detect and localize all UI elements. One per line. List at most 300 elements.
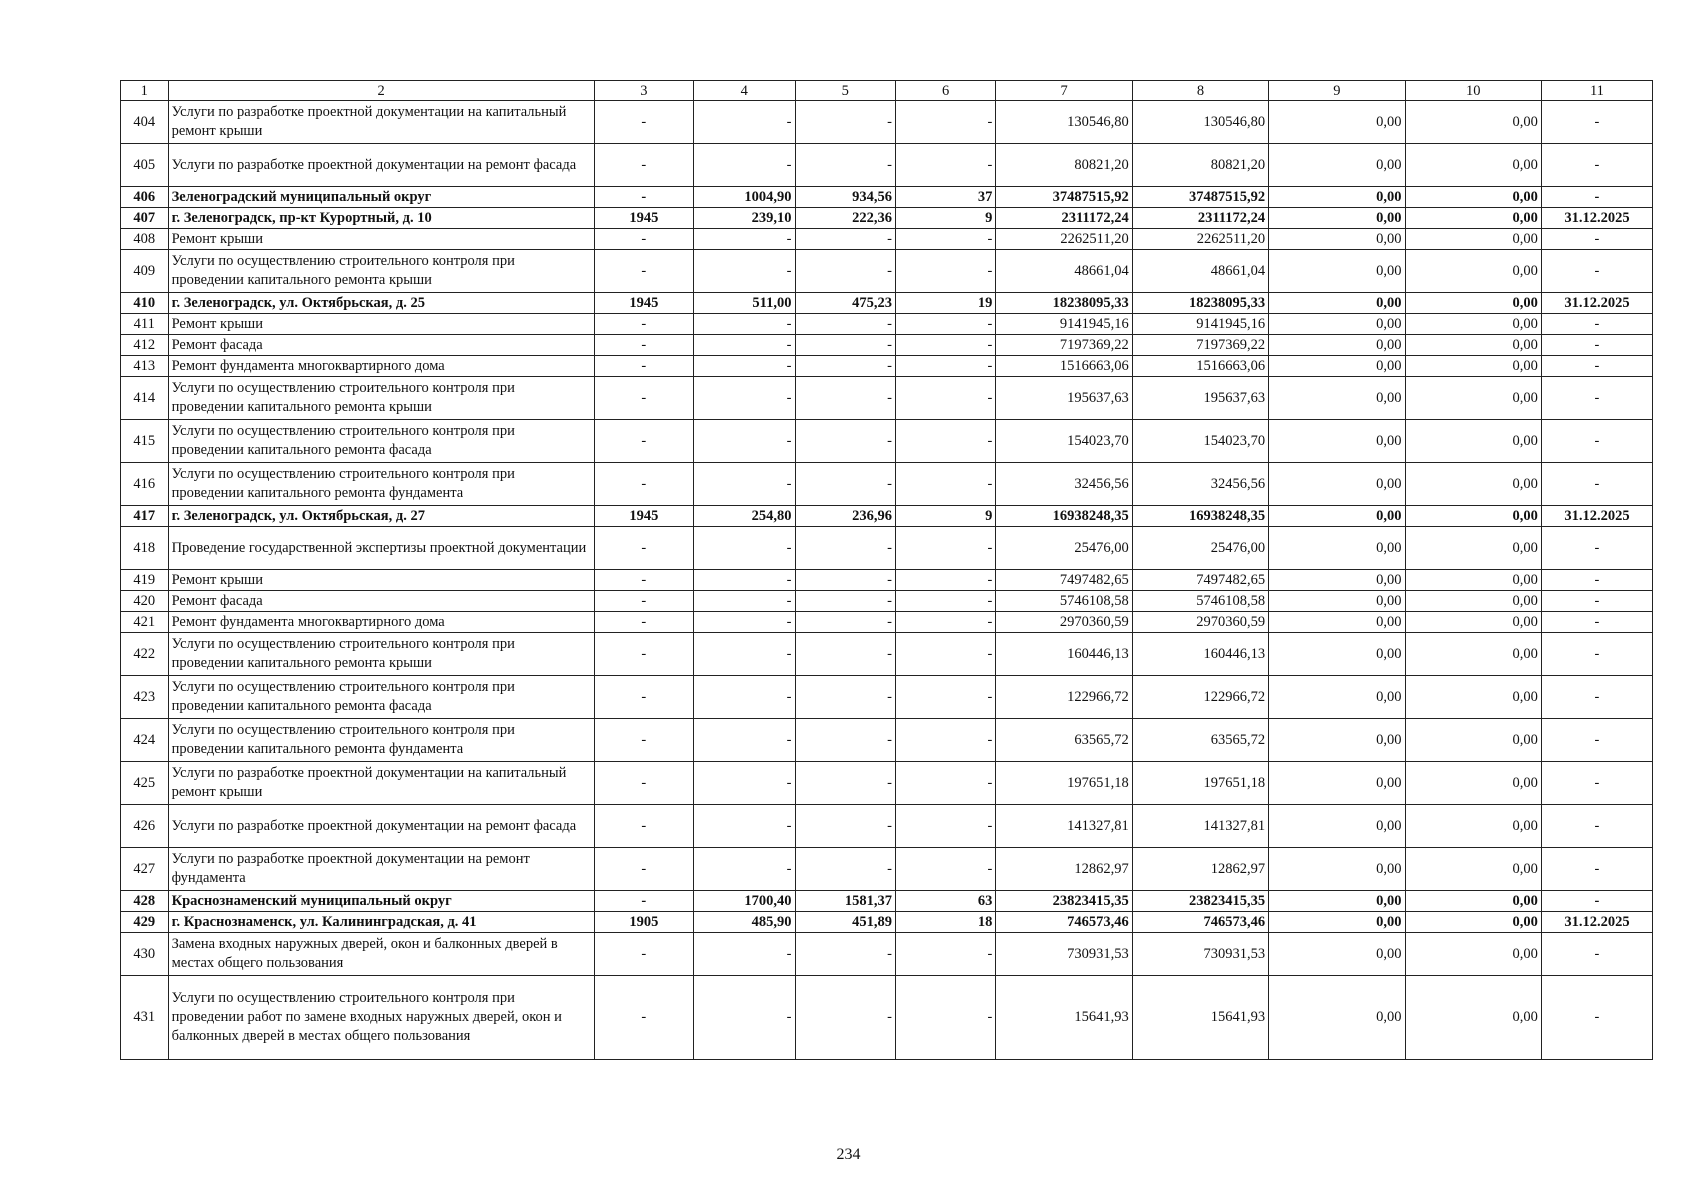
column-number-7: 7 xyxy=(996,81,1132,101)
area-living-cell: - xyxy=(795,314,895,335)
cost-col10-cell: 0,00 xyxy=(1405,187,1541,208)
cost-fund-cell: 15641,93 xyxy=(1132,976,1268,1060)
cost-col10-cell: 0,00 xyxy=(1405,356,1541,377)
row-number-cell: 424 xyxy=(121,719,169,762)
area-living-cell: - xyxy=(795,933,895,976)
residents-cell: - xyxy=(895,335,995,356)
table-row xyxy=(121,891,1653,912)
cost-fund-cell: 63565,72 xyxy=(1132,719,1268,762)
area-total-cell: - xyxy=(694,229,795,250)
cost-total-cell: 746573,46 xyxy=(996,912,1132,933)
cost-fund-cell: 25476,00 xyxy=(1132,527,1268,570)
year-cell: - xyxy=(594,719,693,762)
cost-col10-cell: 0,00 xyxy=(1405,229,1541,250)
deadline-cell: - xyxy=(1541,612,1652,633)
area-living-cell: - xyxy=(795,356,895,377)
row-number-cell: 407 xyxy=(121,208,169,229)
cost-total-cell: 1516663,06 xyxy=(996,356,1132,377)
column-number-4: 4 xyxy=(694,81,795,101)
cost-fund-cell: 122966,72 xyxy=(1132,676,1268,719)
area-total-cell: 254,80 xyxy=(694,506,795,527)
year-cell: - xyxy=(594,891,693,912)
row-number-cell: 418 xyxy=(121,527,169,570)
cost-col10-cell: 0,00 xyxy=(1405,848,1541,891)
area-total-cell: - xyxy=(694,633,795,676)
cost-total-cell: 18238095,33 xyxy=(996,293,1132,314)
cost-total-cell: 23823415,35 xyxy=(996,891,1132,912)
row-number-cell: 417 xyxy=(121,506,169,527)
area-total-cell: - xyxy=(694,762,795,805)
year-cell: - xyxy=(594,591,693,612)
year-cell: - xyxy=(594,101,693,144)
area-living-cell: - xyxy=(795,805,895,848)
table-row xyxy=(121,229,1653,250)
residents-cell: - xyxy=(895,570,995,591)
area-living-cell: - xyxy=(795,335,895,356)
cost-col10-cell: 0,00 xyxy=(1405,762,1541,805)
cost-col9-cell: 0,00 xyxy=(1269,848,1405,891)
deadline-cell: - xyxy=(1541,101,1652,144)
area-total-cell: - xyxy=(694,805,795,848)
residents-cell: 19 xyxy=(895,293,995,314)
description-cell: Услуги по осуществлению строительного контроля при проведении капитального ремонта фасада xyxy=(168,676,594,719)
residents-cell: - xyxy=(895,633,995,676)
cost-col10-cell: 0,00 xyxy=(1405,144,1541,187)
area-living-cell: - xyxy=(795,976,895,1060)
cost-total-cell: 63565,72 xyxy=(996,719,1132,762)
residents-cell: - xyxy=(895,229,995,250)
cost-total-cell: 25476,00 xyxy=(996,527,1132,570)
year-cell: - xyxy=(594,314,693,335)
cost-fund-cell: 2311172,24 xyxy=(1132,208,1268,229)
cost-total-cell: 7497482,65 xyxy=(996,570,1132,591)
year-cell: - xyxy=(594,144,693,187)
year-cell: 1905 xyxy=(594,912,693,933)
cost-col10-cell: 0,00 xyxy=(1405,612,1541,633)
cost-col9-cell: 0,00 xyxy=(1269,612,1405,633)
cost-total-cell: 48661,04 xyxy=(996,250,1132,293)
cost-total-cell: 141327,81 xyxy=(996,805,1132,848)
year-cell: - xyxy=(594,377,693,420)
area-living-cell: - xyxy=(795,527,895,570)
deadline-cell: - xyxy=(1541,805,1652,848)
table-row xyxy=(121,633,1653,676)
table-row xyxy=(121,719,1653,762)
year-cell: - xyxy=(594,420,693,463)
area-living-cell: - xyxy=(795,848,895,891)
data-table xyxy=(120,80,1653,1060)
residents-cell: - xyxy=(895,527,995,570)
area-total-cell: 1004,90 xyxy=(694,187,795,208)
residents-cell: - xyxy=(895,591,995,612)
description-cell: Услуги по осуществлению строительного контроля при проведении капитального ремонта крыши xyxy=(168,377,594,420)
description-cell: Услуги по осуществлению строительного контроля при проведении капитального ремонта крыши xyxy=(168,250,594,293)
area-living-cell: - xyxy=(795,229,895,250)
table-row xyxy=(121,293,1653,314)
row-number-cell: 412 xyxy=(121,335,169,356)
row-number-cell: 413 xyxy=(121,356,169,377)
area-living-cell: - xyxy=(795,250,895,293)
year-cell: - xyxy=(594,976,693,1060)
residents-cell: - xyxy=(895,356,995,377)
area-living-cell: - xyxy=(795,612,895,633)
deadline-cell: - xyxy=(1541,187,1652,208)
year-cell: - xyxy=(594,187,693,208)
cost-col10-cell: 0,00 xyxy=(1405,891,1541,912)
area-living-cell: 451,89 xyxy=(795,912,895,933)
area-living-cell: - xyxy=(795,719,895,762)
table-row xyxy=(121,101,1653,144)
cost-col9-cell: 0,00 xyxy=(1269,187,1405,208)
year-cell: 1945 xyxy=(594,293,693,314)
description-cell: Проведение государственной экспертизы проектной документации xyxy=(168,527,594,570)
deadline-cell: - xyxy=(1541,463,1652,506)
year-cell: - xyxy=(594,463,693,506)
area-total-cell: - xyxy=(694,420,795,463)
year-cell: - xyxy=(594,250,693,293)
cost-total-cell: 37487515,92 xyxy=(996,187,1132,208)
cost-col9-cell: 0,00 xyxy=(1269,101,1405,144)
description-cell: Ремонт крыши xyxy=(168,570,594,591)
cost-col10-cell: 0,00 xyxy=(1405,976,1541,1060)
cost-total-cell: 7197369,22 xyxy=(996,335,1132,356)
area-living-cell: - xyxy=(795,633,895,676)
cost-fund-cell: 197651,18 xyxy=(1132,762,1268,805)
row-number-cell: 404 xyxy=(121,101,169,144)
cost-col10-cell: 0,00 xyxy=(1405,633,1541,676)
row-number-cell: 426 xyxy=(121,805,169,848)
cost-total-cell: 130546,80 xyxy=(996,101,1132,144)
area-living-cell: 475,23 xyxy=(795,293,895,314)
year-cell: - xyxy=(594,612,693,633)
cost-fund-cell: 7197369,22 xyxy=(1132,335,1268,356)
cost-total-cell: 2262511,20 xyxy=(996,229,1132,250)
area-living-cell: - xyxy=(795,676,895,719)
residents-cell: - xyxy=(895,805,995,848)
deadline-cell: - xyxy=(1541,527,1652,570)
area-total-cell: - xyxy=(694,848,795,891)
year-cell: 1945 xyxy=(594,506,693,527)
deadline-cell: - xyxy=(1541,933,1652,976)
area-living-cell: 222,36 xyxy=(795,208,895,229)
cost-total-cell: 80821,20 xyxy=(996,144,1132,187)
area-total-cell: 239,10 xyxy=(694,208,795,229)
description-cell: Услуги по осуществлению строительного контроля при проведении капитального ремонта крыши xyxy=(168,633,594,676)
cost-col9-cell: 0,00 xyxy=(1269,591,1405,612)
description-cell: г. Зеленоградск, пр-кт Курортный, д. 10 xyxy=(168,208,594,229)
year-cell: - xyxy=(594,570,693,591)
cost-col10-cell: 0,00 xyxy=(1405,420,1541,463)
year-cell: - xyxy=(594,356,693,377)
cost-col9-cell: 0,00 xyxy=(1269,144,1405,187)
cost-col9-cell: 0,00 xyxy=(1269,891,1405,912)
deadline-cell: - xyxy=(1541,676,1652,719)
residents-cell: - xyxy=(895,612,995,633)
cost-fund-cell: 730931,53 xyxy=(1132,933,1268,976)
row-number-cell: 408 xyxy=(121,229,169,250)
deadline-cell: - xyxy=(1541,250,1652,293)
area-total-cell: - xyxy=(694,356,795,377)
area-living-cell: - xyxy=(795,420,895,463)
area-total-cell: 511,00 xyxy=(694,293,795,314)
year-cell: - xyxy=(594,933,693,976)
area-total-cell: - xyxy=(694,250,795,293)
cost-total-cell: 154023,70 xyxy=(996,420,1132,463)
table-row xyxy=(121,250,1653,293)
description-cell: Зеленоградский муниципальный округ xyxy=(168,187,594,208)
area-living-cell: - xyxy=(795,101,895,144)
deadline-cell: - xyxy=(1541,314,1652,335)
cost-col9-cell: 0,00 xyxy=(1269,506,1405,527)
row-number-cell: 420 xyxy=(121,591,169,612)
column-number-9: 9 xyxy=(1269,81,1405,101)
description-cell: Услуги по разработке проектной документации на капитальный ремонт крыши xyxy=(168,762,594,805)
row-number-cell: 409 xyxy=(121,250,169,293)
cost-total-cell: 16938248,35 xyxy=(996,506,1132,527)
description-cell: Услуги по осуществлению строительного контроля при проведении работ по замене входных наружных дверей, окон и балконных дверей в местах общего пользования xyxy=(168,976,594,1060)
description-cell: Услуги по разработке проектной документации на ремонт фундамента xyxy=(168,848,594,891)
table-row xyxy=(121,527,1653,570)
area-total-cell: - xyxy=(694,377,795,420)
description-cell: Услуги по осуществлению строительного контроля при проведении капитального ремонта фасада xyxy=(168,420,594,463)
area-living-cell: - xyxy=(795,463,895,506)
column-number-header-row xyxy=(121,81,1653,101)
cost-col10-cell: 0,00 xyxy=(1405,912,1541,933)
year-cell: - xyxy=(594,676,693,719)
description-cell: Услуги по осуществлению строительного контроля при проведении капитального ремонта фундамента xyxy=(168,719,594,762)
cost-fund-cell: 154023,70 xyxy=(1132,420,1268,463)
area-total-cell: - xyxy=(694,335,795,356)
year-cell: - xyxy=(594,335,693,356)
cost-fund-cell: 12862,97 xyxy=(1132,848,1268,891)
description-cell: Ремонт фундамента многоквартирного дома xyxy=(168,356,594,377)
page-number: 234 xyxy=(836,1146,861,1163)
column-number-8: 8 xyxy=(1132,81,1268,101)
cost-fund-cell: 32456,56 xyxy=(1132,463,1268,506)
table-row xyxy=(121,591,1653,612)
description-cell: Ремонт крыши xyxy=(168,314,594,335)
cost-fund-cell: 9141945,16 xyxy=(1132,314,1268,335)
residents-cell: 18 xyxy=(895,912,995,933)
row-number-cell: 405 xyxy=(121,144,169,187)
column-number-10: 10 xyxy=(1405,81,1541,101)
deadline-cell: - xyxy=(1541,335,1652,356)
cost-col9-cell: 0,00 xyxy=(1269,805,1405,848)
table-body xyxy=(121,81,1653,1060)
column-number-11: 11 xyxy=(1541,81,1652,101)
cost-col9-cell: 0,00 xyxy=(1269,976,1405,1060)
cost-total-cell: 160446,13 xyxy=(996,633,1132,676)
residents-cell: - xyxy=(895,420,995,463)
residents-cell: 9 xyxy=(895,208,995,229)
description-cell: г. Краснознаменск, ул. Калининградская, д. 41 xyxy=(168,912,594,933)
residents-cell: - xyxy=(895,676,995,719)
cost-total-cell: 2311172,24 xyxy=(996,208,1132,229)
cost-total-cell: 9141945,16 xyxy=(996,314,1132,335)
cost-total-cell: 32456,56 xyxy=(996,463,1132,506)
year-cell: 1945 xyxy=(594,208,693,229)
cost-col10-cell: 0,00 xyxy=(1405,719,1541,762)
cost-col10-cell: 0,00 xyxy=(1405,527,1541,570)
deadline-cell: 31.12.2025 xyxy=(1541,293,1652,314)
deadline-cell: - xyxy=(1541,356,1652,377)
column-number-3: 3 xyxy=(594,81,693,101)
cost-total-cell: 15641,93 xyxy=(996,976,1132,1060)
row-number-cell: 431 xyxy=(121,976,169,1060)
area-total-cell: - xyxy=(694,570,795,591)
year-cell: - xyxy=(594,229,693,250)
cost-col10-cell: 0,00 xyxy=(1405,933,1541,976)
description-cell: г. Зеленоградск, ул. Октябрьская, д. 25 xyxy=(168,293,594,314)
deadline-cell: 31.12.2025 xyxy=(1541,912,1652,933)
cost-fund-cell: 18238095,33 xyxy=(1132,293,1268,314)
table-row xyxy=(121,612,1653,633)
residents-cell: - xyxy=(895,762,995,805)
data-table-container xyxy=(120,80,1653,1060)
cost-fund-cell: 2970360,59 xyxy=(1132,612,1268,633)
cost-col10-cell: 0,00 xyxy=(1405,570,1541,591)
year-cell: - xyxy=(594,805,693,848)
cost-col9-cell: 0,00 xyxy=(1269,250,1405,293)
table-row xyxy=(121,762,1653,805)
cost-total-cell: 730931,53 xyxy=(996,933,1132,976)
deadline-cell: - xyxy=(1541,144,1652,187)
cost-col9-cell: 0,00 xyxy=(1269,912,1405,933)
table-row xyxy=(121,187,1653,208)
deadline-cell: 31.12.2025 xyxy=(1541,208,1652,229)
area-total-cell: - xyxy=(694,527,795,570)
cost-col9-cell: 0,00 xyxy=(1269,676,1405,719)
area-total-cell: - xyxy=(694,314,795,335)
residents-cell: - xyxy=(895,144,995,187)
deadline-cell: - xyxy=(1541,633,1652,676)
row-number-cell: 411 xyxy=(121,314,169,335)
column-number-5: 5 xyxy=(795,81,895,101)
cost-col9-cell: 0,00 xyxy=(1269,463,1405,506)
area-total-cell: - xyxy=(694,612,795,633)
table-row xyxy=(121,570,1653,591)
cost-fund-cell: 195637,63 xyxy=(1132,377,1268,420)
description-cell: Замена входных наружных дверей, окон и балконных дверей в местах общего пользования xyxy=(168,933,594,976)
description-cell: Услуги по разработке проектной документации на ремонт фасада xyxy=(168,805,594,848)
area-total-cell: - xyxy=(694,976,795,1060)
column-number-6: 6 xyxy=(895,81,995,101)
deadline-cell: 31.12.2025 xyxy=(1541,506,1652,527)
cost-col10-cell: 0,00 xyxy=(1405,805,1541,848)
row-number-cell: 419 xyxy=(121,570,169,591)
residents-cell: - xyxy=(895,976,995,1060)
description-cell: Ремонт крыши xyxy=(168,229,594,250)
table-row xyxy=(121,506,1653,527)
row-number-cell: 422 xyxy=(121,633,169,676)
cost-col10-cell: 0,00 xyxy=(1405,591,1541,612)
cost-col10-cell: 0,00 xyxy=(1405,377,1541,420)
year-cell: - xyxy=(594,527,693,570)
row-number-cell: 414 xyxy=(121,377,169,420)
residents-cell: - xyxy=(895,719,995,762)
cost-col10-cell: 0,00 xyxy=(1405,250,1541,293)
cost-fund-cell: 1516663,06 xyxy=(1132,356,1268,377)
row-number-cell: 406 xyxy=(121,187,169,208)
deadline-cell: - xyxy=(1541,762,1652,805)
area-living-cell: 934,56 xyxy=(795,187,895,208)
table-row xyxy=(121,420,1653,463)
cost-col9-cell: 0,00 xyxy=(1269,377,1405,420)
table-row xyxy=(121,314,1653,335)
area-total-cell: - xyxy=(694,101,795,144)
cost-col9-cell: 0,00 xyxy=(1269,356,1405,377)
cost-col9-cell: 0,00 xyxy=(1269,527,1405,570)
cost-col9-cell: 0,00 xyxy=(1269,719,1405,762)
table-row xyxy=(121,805,1653,848)
cost-col9-cell: 0,00 xyxy=(1269,762,1405,805)
table-row xyxy=(121,144,1653,187)
area-total-cell: - xyxy=(694,144,795,187)
cost-total-cell: 195637,63 xyxy=(996,377,1132,420)
area-total-cell: 1700,40 xyxy=(694,891,795,912)
residents-cell: - xyxy=(895,101,995,144)
column-number-1: 1 xyxy=(121,81,169,101)
residents-cell: - xyxy=(895,848,995,891)
deadline-cell: - xyxy=(1541,591,1652,612)
cost-col10-cell: 0,00 xyxy=(1405,208,1541,229)
cost-fund-cell: 7497482,65 xyxy=(1132,570,1268,591)
year-cell: - xyxy=(594,848,693,891)
deadline-cell: - xyxy=(1541,719,1652,762)
cost-col9-cell: 0,00 xyxy=(1269,570,1405,591)
table-row xyxy=(121,976,1653,1060)
description-cell: Ремонт фундамента многоквартирного дома xyxy=(168,612,594,633)
cost-fund-cell: 16938248,35 xyxy=(1132,506,1268,527)
area-living-cell: - xyxy=(795,570,895,591)
table-row xyxy=(121,676,1653,719)
row-number-cell: 429 xyxy=(121,912,169,933)
table-row xyxy=(121,912,1653,933)
cost-col9-cell: 0,00 xyxy=(1269,933,1405,976)
description-cell: Краснознаменский муниципальный округ xyxy=(168,891,594,912)
description-cell: Ремонт фасада xyxy=(168,335,594,356)
cost-fund-cell: 746573,46 xyxy=(1132,912,1268,933)
area-total-cell: - xyxy=(694,719,795,762)
cost-col9-cell: 0,00 xyxy=(1269,229,1405,250)
cost-col9-cell: 0,00 xyxy=(1269,293,1405,314)
table-row xyxy=(121,335,1653,356)
cost-fund-cell: 23823415,35 xyxy=(1132,891,1268,912)
description-cell: Услуги по разработке проектной документации на капитальный ремонт крыши xyxy=(168,101,594,144)
area-living-cell: - xyxy=(795,377,895,420)
deadline-cell: - xyxy=(1541,848,1652,891)
cost-col9-cell: 0,00 xyxy=(1269,335,1405,356)
cost-col10-cell: 0,00 xyxy=(1405,293,1541,314)
residents-cell: - xyxy=(895,377,995,420)
table-row xyxy=(121,463,1653,506)
area-living-cell: - xyxy=(795,591,895,612)
table-row xyxy=(121,208,1653,229)
description-cell: Услуги по осуществлению строительного контроля при проведении капитального ремонта фундамента xyxy=(168,463,594,506)
row-number-cell: 425 xyxy=(121,762,169,805)
row-number-cell: 430 xyxy=(121,933,169,976)
table-row xyxy=(121,848,1653,891)
cost-col10-cell: 0,00 xyxy=(1405,314,1541,335)
cost-col10-cell: 0,00 xyxy=(1405,335,1541,356)
table-row xyxy=(121,356,1653,377)
residents-cell: - xyxy=(895,250,995,293)
cost-col9-cell: 0,00 xyxy=(1269,420,1405,463)
row-number-cell: 423 xyxy=(121,676,169,719)
cost-total-cell: 12862,97 xyxy=(996,848,1132,891)
cost-fund-cell: 80821,20 xyxy=(1132,144,1268,187)
area-total-cell: - xyxy=(694,463,795,506)
